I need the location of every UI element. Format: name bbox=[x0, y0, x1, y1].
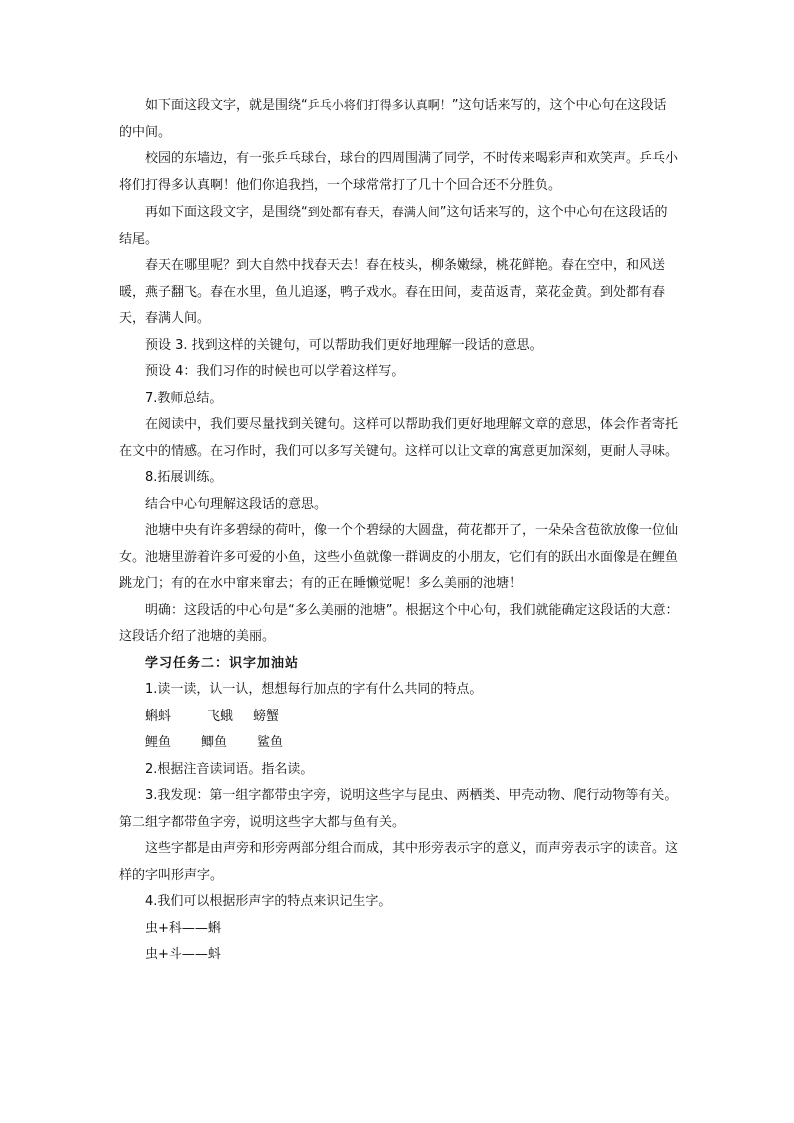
paragraph-discovery: 3.我发现：第一组字都带虫字旁，说明这些字与昆虫、两栖类、甲壳动物、爬行动物等有关。第二组字都带鱼字旁，说明这些字大都与鱼有关。 bbox=[119, 788, 678, 830]
paragraph-summary: 在阅读中，我们要尽量找到关键句。这样可以帮助我们更好地理解文章的意思，体会作者寄托在文中的情感。在习作时，我们可以多写关键句。这样可以让文章的寓意更加深刻，更耐人寻味。 bbox=[119, 417, 679, 459]
paragraph-instruction: 结合中心句理解这段话的意思。 bbox=[145, 496, 328, 512]
heading-task-two: 学习任务二：识字加油站 bbox=[145, 655, 300, 671]
word: 鲫鱼 bbox=[201, 735, 228, 750]
word-row-insects bbox=[119, 704, 679, 731]
paragraph-pingpong: 校园的东墙边，有一张乒乓球台，球台的四周围满了同学，不时传来喝彩声和欢笑声。乒乓小将们打得多认真啊！他们你追我挡，一个球常常打了几十个回合还不分胜负。 bbox=[119, 151, 679, 193]
central-sentence-quote: 到处都有春天，春满人间 bbox=[307, 205, 440, 219]
text: 再如下面这段文字，是围绕“ bbox=[145, 205, 308, 220]
text: ”这句话来写的，这个中心句在这段话的中间。 bbox=[119, 98, 667, 140]
word: 螃蟹 bbox=[253, 708, 280, 724]
word: 鲨鱼 bbox=[257, 735, 284, 750]
paragraph-preset-4: 预设 4：我们习作的时候也可以学着这样写。 bbox=[145, 364, 405, 379]
word: 飞蛾 bbox=[207, 708, 234, 724]
word: 鲤鱼 bbox=[145, 735, 172, 750]
text: ”这句话来写的，这个中心句在这段话的结尾。 bbox=[119, 205, 668, 247]
paragraph-phonetic-semantic: 这些字都是由声旁和形旁两部分组合而成，其中形旁表示字的意义，而声旁表示字的读音。这样的字叫形声字。 bbox=[119, 841, 679, 883]
text: 如下面这段文字，就是围绕“ bbox=[145, 98, 308, 113]
paragraph-intro-end bbox=[119, 199, 679, 253]
document-body bbox=[119, 92, 679, 969]
paragraph-memorize: 4.我们可以根据形声字的特点来识记生字。 bbox=[145, 894, 392, 909]
central-sentence-quote: 乒乓小将们打得多认真啊！ bbox=[307, 98, 452, 112]
heading-teacher-summary: 7.教师总结。 bbox=[145, 390, 223, 406]
paragraph-pond: 池塘中央有许多碧绿的荷叶，像一个个碧绿的大圆盘，荷花都开了，一朵朵含苞欲放像一位仙女。池塘里游着许多可爱的小鱼，这些小鱼就像一群调皮的小朋友，它们有的跃出水面像是在鲤鱼跳龙门；有的在水中窜来窜去；有的正在睡懒觉呢！多么美丽的池塘！ bbox=[119, 523, 679, 591]
word-row-fish bbox=[119, 730, 679, 757]
paragraph-pinyin: 2.根据注音读词语。指名读。 bbox=[145, 761, 314, 777]
word: 蝌蚪 bbox=[145, 708, 172, 724]
paragraph-clarify: 明确：这段话的中心句是“多么美丽的池塘”。根据这个中心句，我们就能确定这段话的大意：这段话介绍了池塘的美丽。 bbox=[119, 602, 679, 644]
heading-extension: 8.拓展训练。 bbox=[145, 470, 223, 485]
paragraph-spring: 春天在哪里呢？到大自然中找春天去！春在枝头，柳条嫩绿，桃花鲜艳。春在空中，和风送暖，燕子翻飞。春在水里，鱼儿追逐，鸭子戏水。春在田间，麦苗返青，菜花金黄。到处都有春天，春满人间。 bbox=[119, 258, 666, 326]
paragraph-read: 1.读一读，认一认，想想每行加点的字有什么共同的特点。 bbox=[145, 682, 483, 697]
paragraph-preset-3: 预设 3. 找到这样的关键句，可以帮助我们更好地理解一段话的意思。 bbox=[145, 337, 543, 353]
formula-dou: 虫+斗——蚪 bbox=[145, 947, 221, 962]
formula-ke: 虫+科——蝌 bbox=[145, 920, 221, 936]
paragraph-intro-middle bbox=[119, 92, 679, 146]
